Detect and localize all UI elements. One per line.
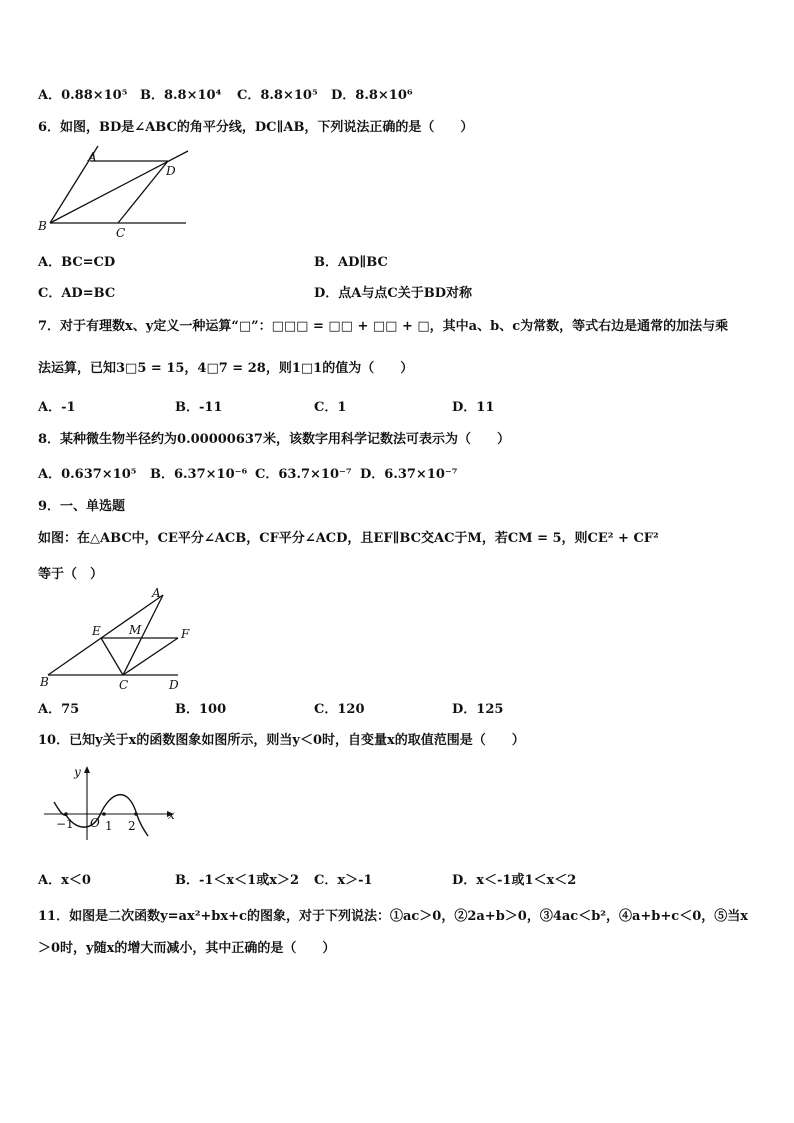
q7-option-b: B．-11 <box>175 400 223 415</box>
q9-label-m: M <box>129 623 142 637</box>
q6-figure <box>38 143 188 239</box>
q10-label-y: y <box>74 765 81 779</box>
q5-option-d: D．8.8×10⁶ <box>331 88 413 103</box>
q9-label-b: B <box>40 675 49 689</box>
q9-line2: 等于（ ） <box>38 567 104 582</box>
q9-option-a: A．75 <box>38 702 80 717</box>
q6-option-a: A．BC=CD <box>38 255 116 270</box>
q11-line2: ＞0时，y随x的增大而减小，其中正确的是（ ） <box>38 941 336 956</box>
q9-figure <box>38 585 198 693</box>
q10-stem: 10．已知y关于x的函数图象如图所示，则当y＜0时，自变量x的取值范围是（ ） <box>38 733 525 748</box>
q10-option-a: A．x＜0 <box>38 873 91 888</box>
q6-label-d: D <box>166 164 176 178</box>
q7-option-d: D．11 <box>452 400 495 415</box>
q6-option-b: B．AD∥BC <box>314 255 388 270</box>
q6-option-d: D．点A与点C关于BD对称 <box>314 286 472 301</box>
q10-option-d: D．x＜-1或1＜x＜2 <box>452 873 577 888</box>
q9-label-e: E <box>92 624 101 638</box>
q6-label-b: B <box>38 219 47 233</box>
q9-label-f: F <box>181 627 190 641</box>
q8-option-b: B．6.37×10⁻⁶ <box>150 467 248 482</box>
q10-label-x: x <box>168 808 175 822</box>
q10-label-origin: O <box>90 816 100 830</box>
q5-option-a: A．0.88×10⁵ <box>38 88 128 103</box>
q5-option-b: B．8.8×10⁴ <box>140 88 222 103</box>
q7-option-a: A．-1 <box>38 400 76 415</box>
q10-option-b: B．-1＜x＜1或x＞2 <box>175 873 300 888</box>
q6-label-c: C <box>116 226 126 240</box>
q8-stem: 8．某种微生物半径约为0.00000637米，该数字用科学记数法可表示为（ ） <box>38 432 510 447</box>
q9-label-c: C <box>119 678 129 692</box>
q10-option-c: C．x＞-1 <box>314 873 373 888</box>
q8-option-d: D．6.37×10⁻⁷ <box>360 467 458 482</box>
q9-label-d: D <box>169 678 179 692</box>
q6-stem: 6．如图，BD是∠ABC的角平分线，DC∥AB，下列说法正确的是（ ） <box>38 120 474 135</box>
q9-line1: 如图：在△ABC中，CE平分∠ACB，CF平分∠ACD，且EF∥BC交AC于M，若CM = 5，则CE² + CF² <box>38 531 659 546</box>
q10-tick-1: 1 <box>105 819 113 833</box>
q10-figure <box>40 764 180 842</box>
q9-option-d: D．125 <box>452 702 504 717</box>
q7-line2: 法运算，已知3□5 = 15，4□7 = 28，则1□1的值为（ ） <box>38 361 414 376</box>
q9-label-a: A <box>152 586 161 600</box>
q9-title: 9．一、单选题 <box>38 499 126 514</box>
q8-option-a: A．0.637×10⁵ <box>38 467 137 482</box>
q9-option-b: B．100 <box>175 702 227 717</box>
q9-option-c: C．120 <box>314 702 365 717</box>
q10-tick-neg1: −1 <box>56 817 74 831</box>
q11-line1: 11．如图是二次函数y=ax²+bx+c的图象，对于下列说法：①ac＞0，②2a+b＞0，③4ac＜b²，④a+b+c＜0，⑤当x <box>38 909 749 924</box>
q7-option-c: C．1 <box>314 400 347 415</box>
q7-line1: 7．对于有理数x、y定义一种运算“□”：□□□ = □□ + □□ + □，其中a、b、c为常数，等式右边是通常的加法与乘 <box>38 319 729 334</box>
q6-option-c: C．AD=BC <box>38 286 116 301</box>
q8-option-c: C．63.7×10⁻⁷ <box>255 467 352 482</box>
q10-tick-2: 2 <box>128 819 136 833</box>
q5-option-c: C．8.8×10⁵ <box>237 88 318 103</box>
q6-label-a: A <box>88 150 97 164</box>
